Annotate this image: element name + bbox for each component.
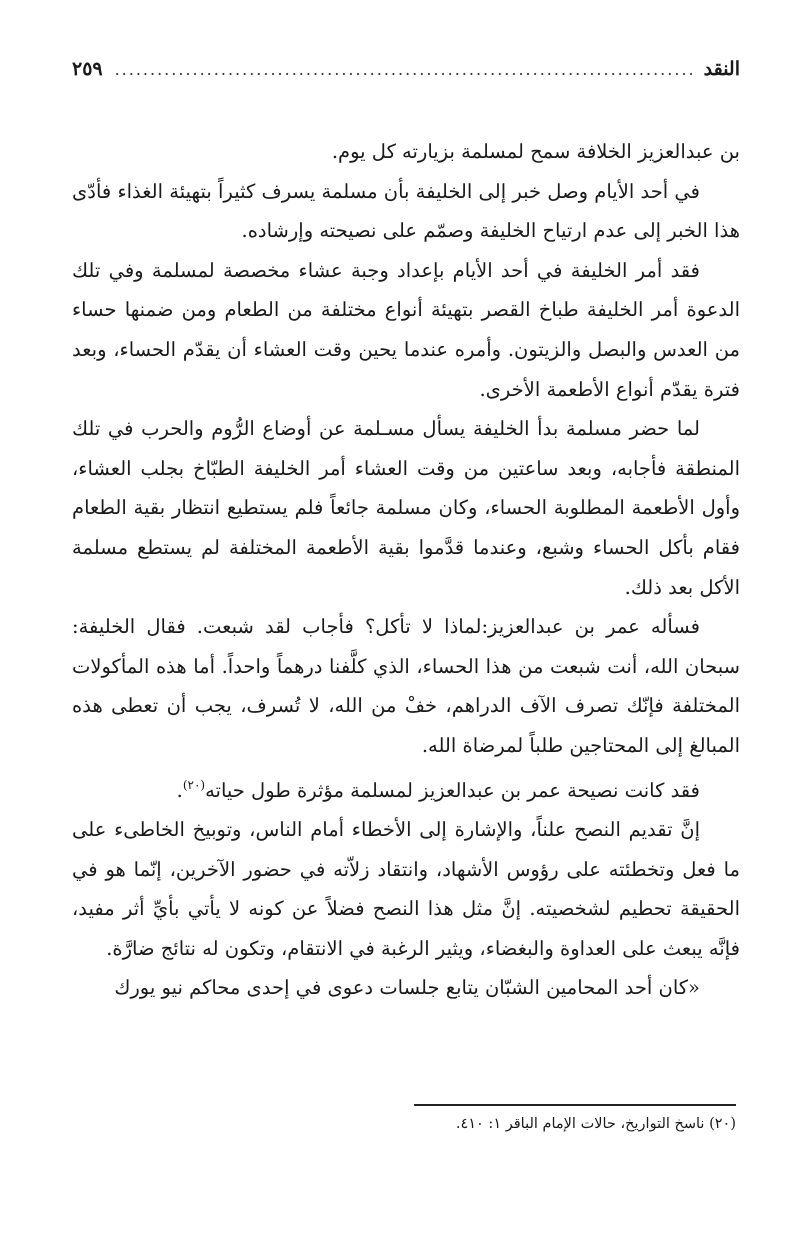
footnote-divider bbox=[414, 1104, 736, 1106]
footnote-reference[interactable]: (٢٠) bbox=[182, 777, 206, 792]
section-title: النقد bbox=[703, 58, 740, 80]
paragraph: «كان أحد المحامين الشبّان يتابع جلسات دعوى في إحدى محاكم نيو يورك bbox=[114, 976, 700, 1000]
paragraph: في أحد الأيام وصل خبر إلى الخليفة بأن مسلمة يسرف كثيراً بتهيئة الغذاء فأدّى هذا الخبر إلى عدم ارتياح الخليفة وصمّم على نصيحته وإرشاده. bbox=[72, 179, 740, 243]
paragraph: إنَّ تقديم النصح علناً، والإشارة إلى الأخطاء أمام الناس، وتوبيخ الخاطىء على ما فعل وتخطئته على رؤوس الأشهاد، وانتقاد زلاّته في حضور الآخرين، إنّما هو في الحقيقة تحطيم لشخصيته. إنَّ مثل هذا النصح فضلاً عن كونه لا يأتي بأيِّ أثر مفيد، فإنَّه يبعث على العداوة والبغضاء، ويثير الرغبة في الانتقام، وتكون له نتائج ضارَّة. bbox=[72, 818, 740, 960]
leader-dots bbox=[111, 60, 696, 79]
paragraph-end: . bbox=[176, 778, 183, 802]
paragraph-text: فقد كانت نصيحة عمر بن عبدالعزيز لمسلمة مؤثرة طول حياته bbox=[205, 778, 700, 802]
paragraph: بن عبدالعزيز الخلافة سمح لمسلمة بزيارته كل يوم. bbox=[331, 140, 740, 163]
paragraph: فسأله عمر بن عبدالعزيز:لماذا لا تأكل؟ فأجاب لقد شبعت. فقال الخليفة: سبحان الله، أنت شبعت من هذا الحساء، الذي كلَّفنا درهماً واحداً. أما هذه المأكولات المختلفة فإنّك تصرف الآف الدراهم، خفْ من الله، لا تُسرف، يجب أن تعطى هذه المبالغ إلى المحتاجين طلباً لمرضاة الله. bbox=[72, 615, 740, 757]
page-number: ٢٥٩ bbox=[72, 58, 103, 80]
body-text bbox=[72, 132, 740, 1008]
paragraph: لما حضر مسلمة بدأ الخليفة يسأل مسـلمة عن أوضاع الرُّوم والحرب في تلك المنطقة فأجابه، وبعد ساعتين من وقت العشاء أمر الخليفة الطبّاخ بجلب العشاء، وأول الأطعمة المطلوبة الحساء، وكان مسلمة جائعاً فلم يستطيع انتظار بقية الطعام فقام بأكل الحساء وشبع، وعندما قدَّموا بقية الأطعمة المختلفة لم يستطع مسلمة الأكل بعد ذلك. bbox=[72, 417, 740, 599]
footnote: (٢٠) ناسخ التواريخ، حالات الإمام الباقر ١: ٤١٠. bbox=[455, 1116, 736, 1132]
paragraph bbox=[72, 766, 740, 811]
running-header bbox=[72, 58, 740, 92]
paragraph: فقد أمر الخليفة في أحد الأيام بإعداد وجبة عشاء مخصصة لمسلمة وفي تلك الدعوة أمر الخليفة طباخ القصر بتهيئة أنواع مختلفة من الطعام ومن ضمنها حساء من العدس والبصل والزيتون. وأمره عندما يحين وقت العشاء أن يقدّم الحساء، وبعد فترة يقدّم أنواع الأطعمة الأخرى. bbox=[72, 258, 740, 401]
